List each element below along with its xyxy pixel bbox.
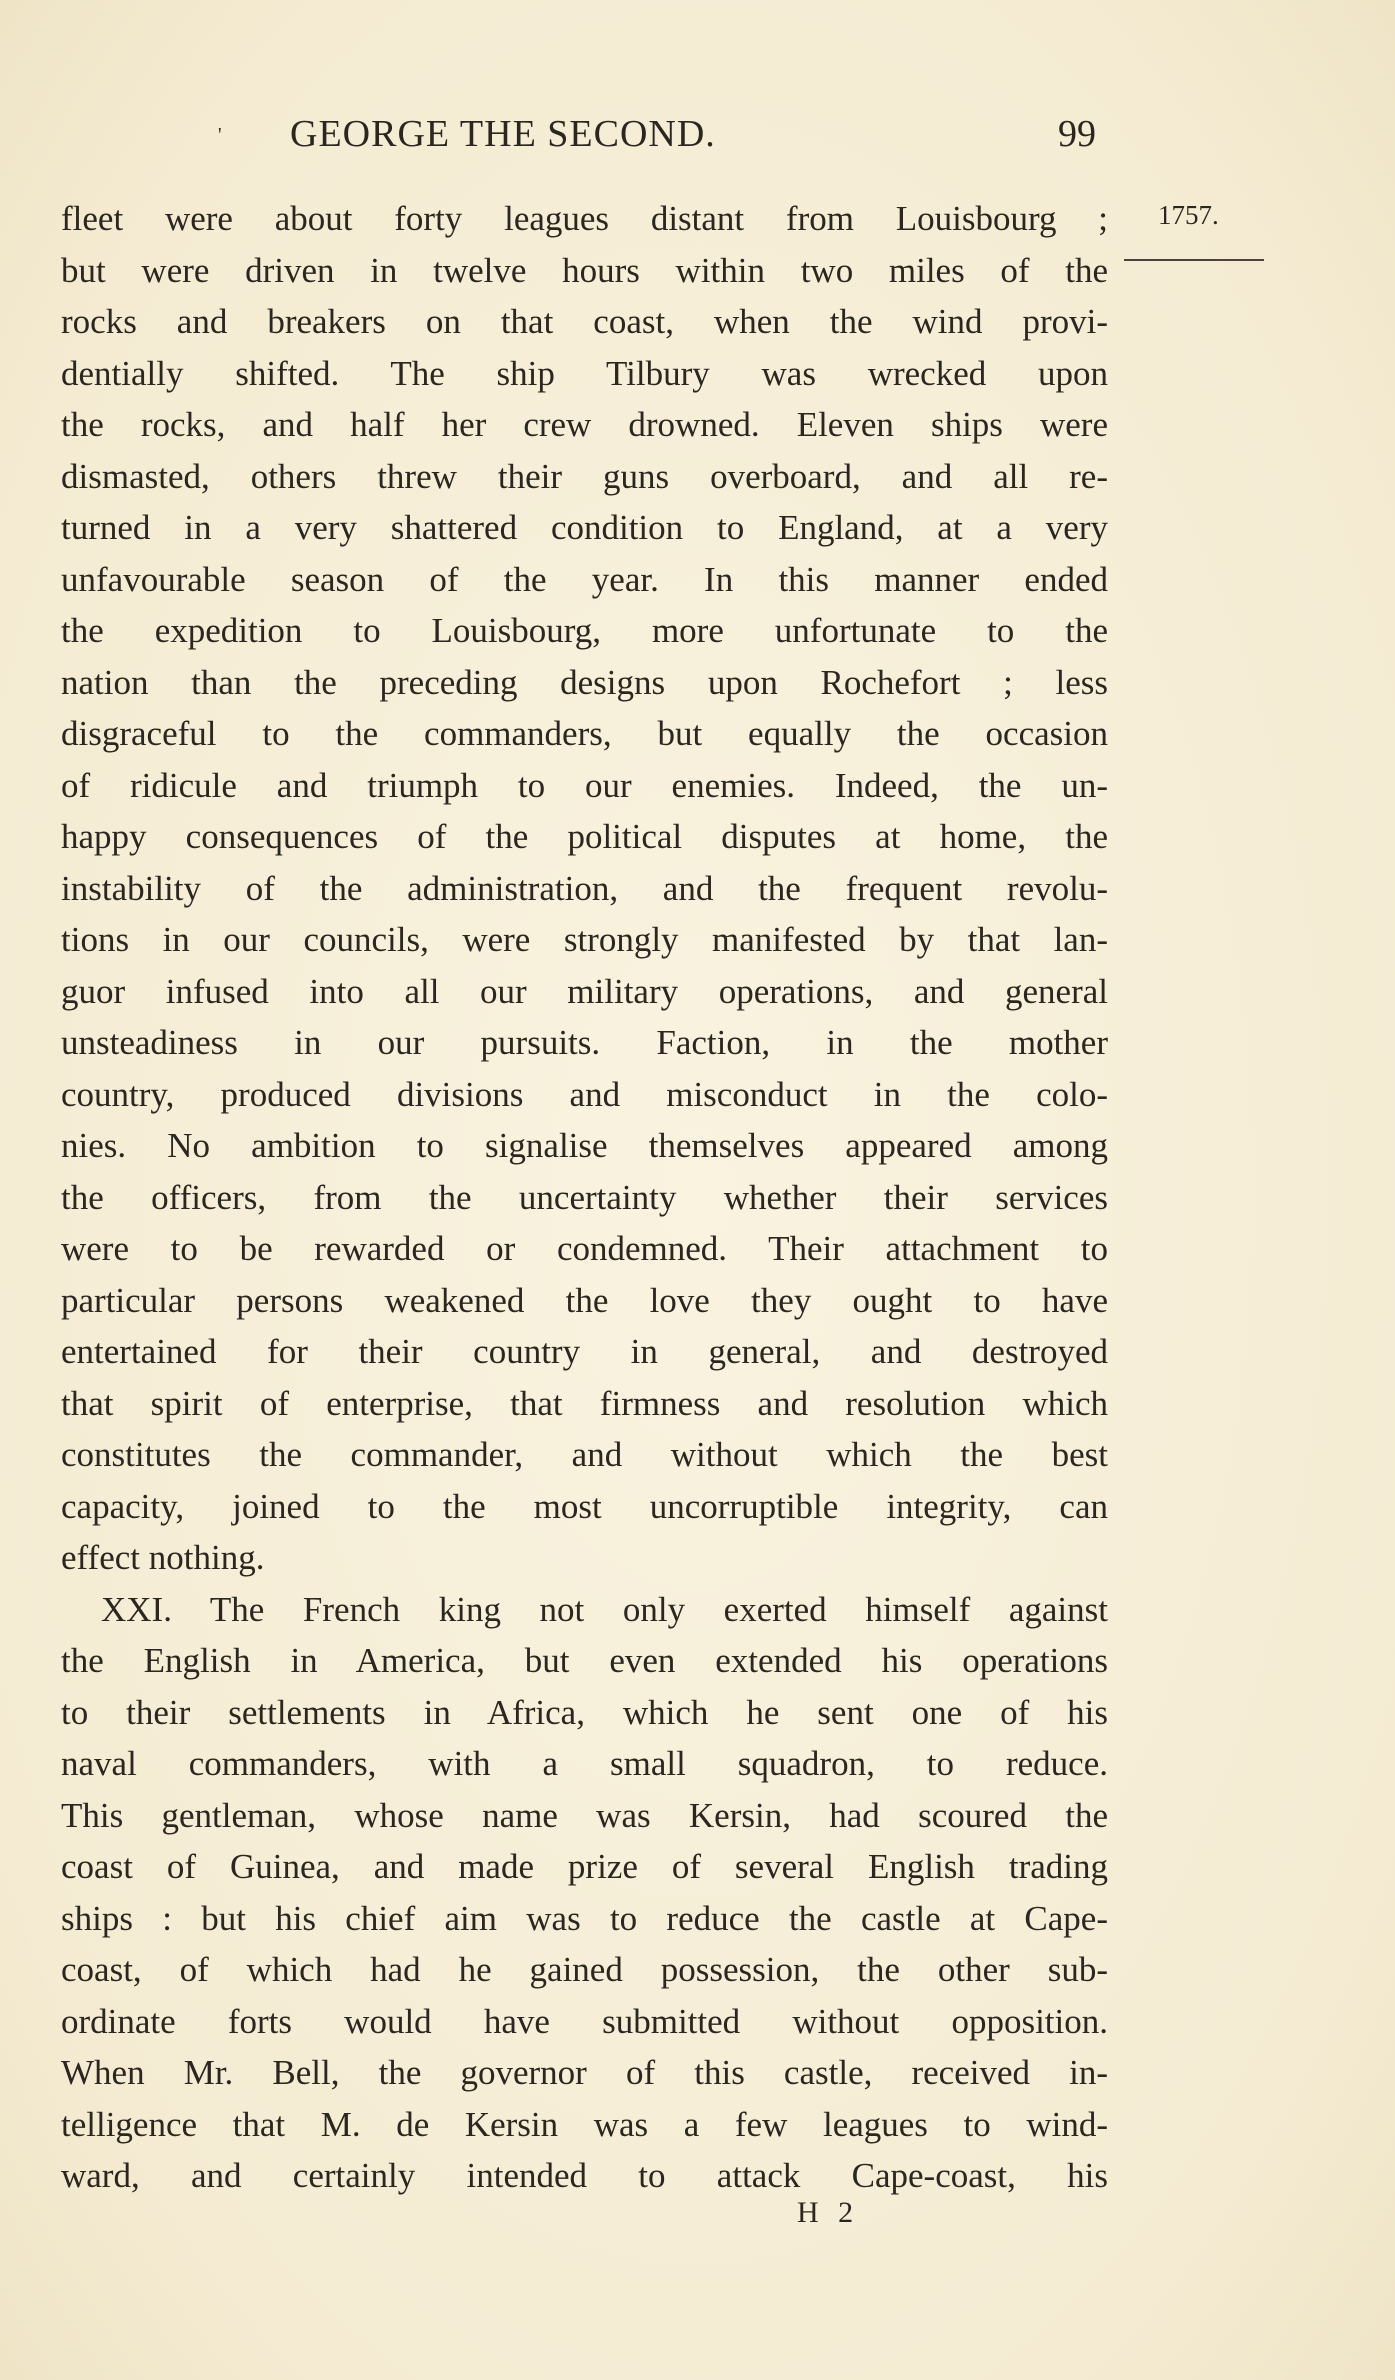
header-mark: ' bbox=[218, 124, 222, 146]
signature-mark: H 2 bbox=[797, 2196, 860, 2229]
body-text bbox=[61, 193, 1108, 2202]
text-line: effect nothing. bbox=[61, 1538, 265, 1577]
text-line: constitutes the commander, and without which the best bbox=[61, 1435, 1108, 1474]
text-line: When Mr. Bell, the governor of this castle, received in- bbox=[61, 2053, 1108, 2092]
text-line: ships : but his chief aim was to reduce the castle at Cape- bbox=[61, 1898, 1108, 1938]
text-line: ordinate forts would have submitted without opposition. bbox=[61, 2001, 1108, 2041]
text-line: fleet were about forty leagues distant from Louisbourg ; bbox=[61, 199, 1108, 238]
text-line: coast, of which had he gained possession, the other sub- bbox=[61, 1950, 1108, 1989]
text-line: nation than the preceding designs upon Rochefort ; less bbox=[61, 662, 1108, 702]
text-line: the officers, from the uncertainty whether their services bbox=[61, 1177, 1108, 1217]
text-line: particular persons weakened the love they ought to have bbox=[61, 1280, 1108, 1320]
text-line: unsteadiness in our pursuits. Faction, in the mother bbox=[61, 1023, 1108, 1062]
text-line: telligence that M. de Kersin was a few leagues to wind- bbox=[61, 2104, 1108, 2144]
text-line: instability of the administration, and the frequent revolu- bbox=[61, 868, 1108, 908]
text-line: This gentleman, whose name was Kersin, had scoured the bbox=[61, 1795, 1108, 1835]
text-line: were to be rewarded or condemned. Their attachment to bbox=[61, 1229, 1108, 1268]
margin-rule bbox=[1124, 259, 1264, 261]
text-line: that spirit of enterprise, that firmness and resolution which bbox=[61, 1383, 1108, 1423]
text-line: ward, and certainly intended to attack Cape-coast, his bbox=[61, 2156, 1108, 2195]
text-line: rocks and breakers on that coast, when the wind provi- bbox=[61, 302, 1108, 341]
text-line: the expedition to Louisbourg, more unfortunate to the bbox=[61, 611, 1108, 650]
text-line: naval commanders, with a small squadron, to reduce. bbox=[61, 1744, 1108, 1783]
text-line: turned in a very shattered condition to England, at a very bbox=[61, 508, 1108, 547]
text-line: dentially shifted. The ship Tilbury was wrecked upon bbox=[61, 353, 1108, 393]
text-line: XXI. The French king not only exerted himself against bbox=[101, 1589, 1108, 1629]
text-line: but were driven in twelve hours within two miles of the bbox=[61, 250, 1108, 290]
text-line: to their settlements in Africa, which he sent one of his bbox=[61, 1692, 1108, 1732]
page-number: 99 bbox=[1058, 113, 1096, 155]
text-line: tions in our councils, were strongly manifested by that lan- bbox=[61, 920, 1108, 959]
text-line: country, produced divisions and misconduct in the colo- bbox=[61, 1074, 1108, 1114]
text-line: disgraceful to the commanders, but equally the occasion bbox=[61, 714, 1108, 753]
running-header: GEORGE THE SECOND. bbox=[290, 113, 716, 155]
text-line: guor infused into all our military operations, and general bbox=[61, 971, 1108, 1011]
text-line: nies. No ambition to signalise themselves appeared among bbox=[61, 1126, 1108, 1165]
text-line: happy consequences of the political disputes at home, the bbox=[61, 817, 1108, 856]
margin-year-note: 1757. bbox=[1158, 200, 1219, 230]
text-line: of ridicule and triumph to our enemies. Indeed, the un- bbox=[61, 765, 1108, 805]
text-line: the rocks, and half her crew drowned. Eleven ships were bbox=[61, 405, 1108, 444]
text-line: the English in America, but even extended his operations bbox=[61, 1641, 1108, 1680]
text-line: coast of Guinea, and made prize of several English trading bbox=[61, 1847, 1108, 1886]
text-line: unfavourable season of the year. In this manner ended bbox=[61, 559, 1108, 599]
text-line: entertained for their country in general, and destroyed bbox=[61, 1332, 1108, 1371]
text-line: dismasted, others threw their guns overboard, and all re- bbox=[61, 456, 1108, 496]
text-line: capacity, joined to the most uncorruptible integrity, can bbox=[61, 1486, 1108, 1526]
